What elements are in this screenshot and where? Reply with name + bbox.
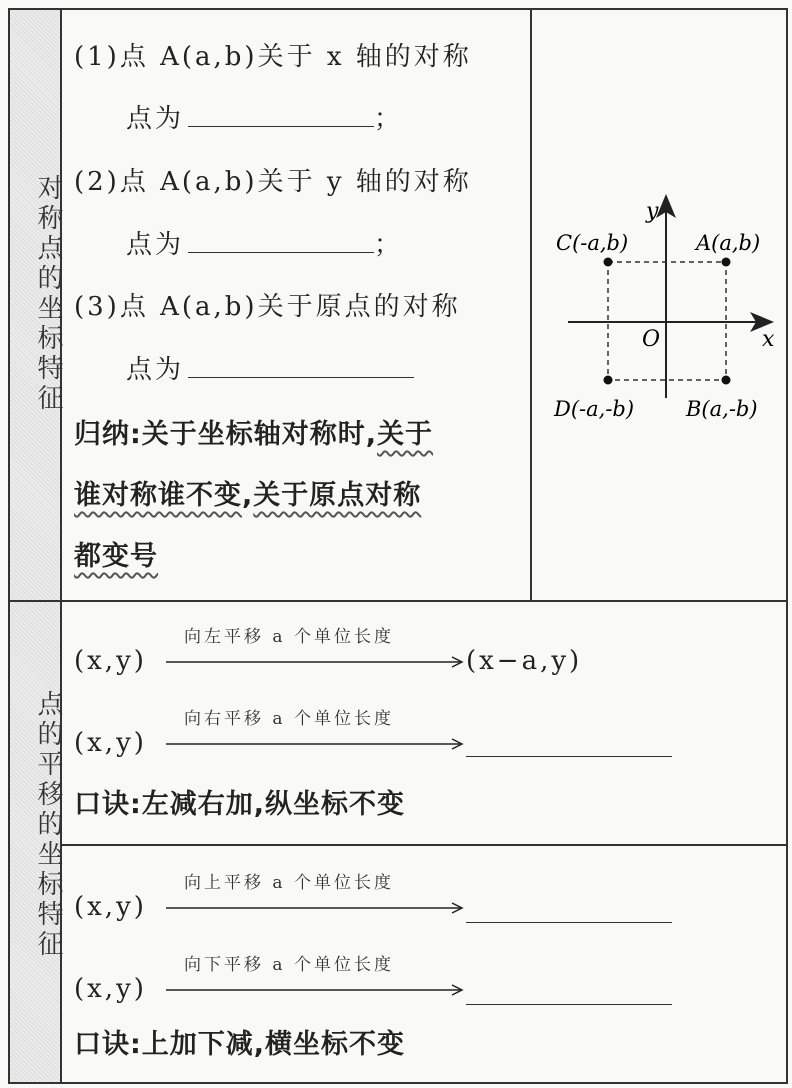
- item-3-line2: [126, 353, 414, 387]
- item-1-line2: [126, 102, 403, 136]
- item-1-end: ；: [374, 104, 404, 134]
- point-d-dot: [604, 376, 613, 385]
- left-caption: 向左平移 a 个单位长度: [184, 627, 394, 647]
- point-a-dot: [722, 258, 731, 267]
- left-to: (x−a,y): [466, 646, 583, 676]
- section2-label: 点的平移的坐标特征: [33, 690, 63, 960]
- answer-blank-down[interactable]: [466, 1004, 672, 1005]
- point-b-label: B(a,-b): [686, 397, 758, 421]
- down-arrow: [166, 980, 466, 1000]
- symmetry-diagram: [532, 190, 786, 430]
- section1-label: 对称点的坐标特征: [33, 174, 63, 414]
- translation-down: [74, 950, 774, 1010]
- item-1-line1: (1)点 A(a,b)关于 x 轴的对称: [74, 42, 472, 72]
- item-2-line1: (2)点 A(a,b)关于 y 轴的对称: [74, 167, 472, 197]
- item-3-line1: (3)点 A(a,b)关于原点的对称: [74, 292, 461, 322]
- item-2-prefix: 点为: [126, 230, 185, 260]
- origin-label: O: [642, 327, 661, 352]
- point-c-label: C(-a,b): [556, 231, 629, 255]
- item-2-end: ；: [374, 230, 404, 260]
- item-3-prefix: 点为: [126, 355, 185, 385]
- horizontal-rule: 口诀:左减右加,纵坐标不变: [74, 789, 406, 820]
- summary-emphasis-4: 都变号: [74, 541, 158, 572]
- summary-prefix: 归纳:关于坐标轴对称时,: [74, 419, 378, 450]
- up-from: (x,y): [74, 892, 147, 922]
- table-frame: [8, 8, 788, 1084]
- section2-label-cell: [10, 602, 62, 1082]
- summary-emphasis-3: 关于原点对称: [253, 480, 422, 511]
- answer-blank-2[interactable]: [188, 228, 374, 253]
- summary-line-1: [74, 418, 433, 452]
- answer-blank-1[interactable]: [188, 102, 374, 127]
- left-arrow: [166, 652, 466, 672]
- translation-right: [74, 704, 774, 764]
- vertical-rule: 口诀:上加下减,横坐标不变: [74, 1029, 406, 1060]
- section-divider: [10, 600, 786, 602]
- right-arrow: [166, 734, 466, 754]
- summary-comma: ,: [242, 480, 254, 511]
- point-b-dot: [722, 376, 731, 385]
- item-2-line2: [126, 228, 403, 262]
- up-caption: 向上平移 a 个单位长度: [184, 873, 394, 893]
- right-from: (x,y): [74, 728, 147, 758]
- answer-blank-up[interactable]: [466, 922, 672, 923]
- right-caption: 向右平移 a 个单位长度: [184, 709, 394, 729]
- answer-blank-right[interactable]: [466, 756, 672, 757]
- summary-emphasis-2: 谁对称谁不变: [74, 480, 242, 511]
- summary-line-3: [74, 540, 158, 574]
- down-caption: 向下平移 a 个单位长度: [184, 955, 394, 975]
- point-d-label: D(-a,-b): [554, 397, 635, 421]
- section1-label-cell: [10, 10, 62, 600]
- up-arrow: [166, 898, 466, 918]
- point-a-label: A(a,b): [696, 231, 761, 255]
- point-c-dot: [604, 258, 613, 267]
- translation-left: [74, 622, 774, 682]
- y-axis-label: y: [646, 199, 659, 224]
- answer-blank-3[interactable]: [188, 353, 414, 378]
- summary-line-2: [74, 479, 421, 513]
- summary-emphasis-1: 关于: [377, 419, 434, 450]
- down-from: (x,y): [74, 974, 147, 1004]
- translation-divider: [62, 844, 786, 846]
- item-1-prefix: 点为: [126, 104, 185, 134]
- x-axis-label: x: [762, 327, 775, 352]
- left-from: (x,y): [74, 646, 147, 676]
- translation-up: [74, 868, 774, 928]
